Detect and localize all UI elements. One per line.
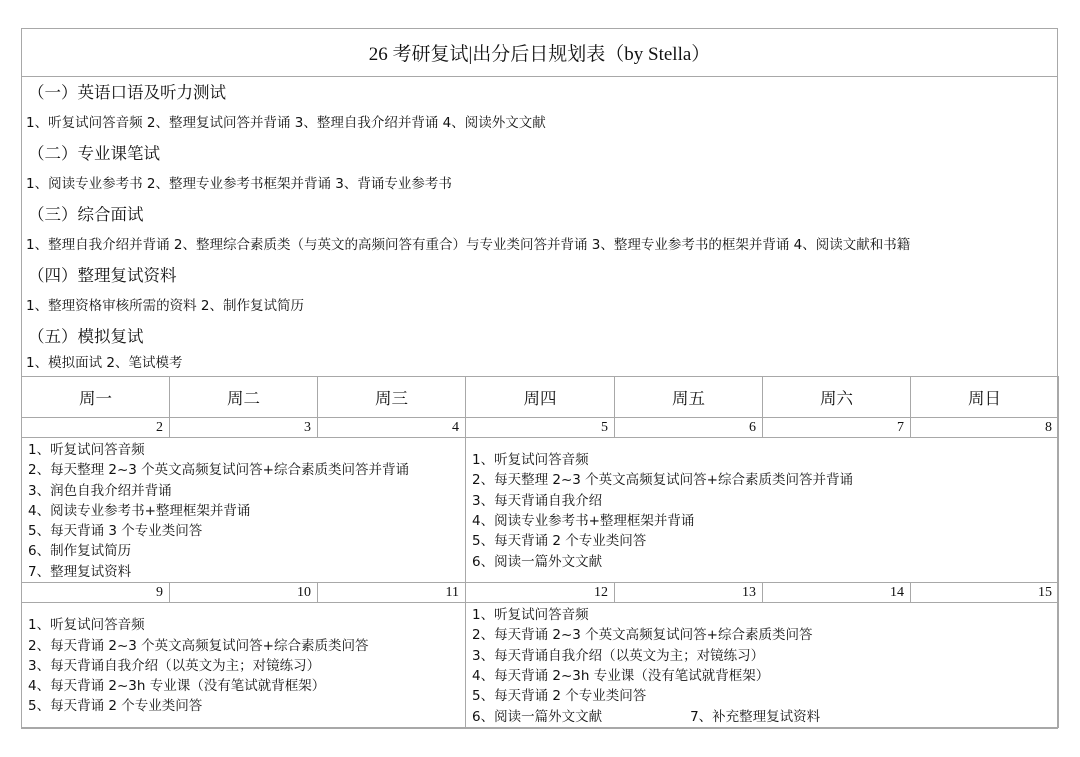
weekday-sun: 周日 <box>911 377 1059 418</box>
task-item: 2、每天整理 2~3 个英文高频复试问答+综合素质类问答并背诵 <box>472 472 853 489</box>
date-cell: 10 <box>170 583 318 603</box>
task-item: 3、每天背诵自我介绍（以英文为主；对镜练习） <box>28 657 321 674</box>
date-cell: 8 <box>911 418 1059 438</box>
date-cell: 4 <box>318 418 466 438</box>
task-block-thu-sun-week2 <box>466 603 1059 728</box>
task-item: 3、每天背诵自我介绍（以英文为主；对镜练习） <box>472 647 765 664</box>
weekday-wed: 周三 <box>318 377 466 418</box>
date-cell: 11 <box>318 583 466 603</box>
section-heading-written-exam: （二）专业课笔试 <box>28 144 160 163</box>
task-item: 2、每天整理 2~3 个英文高频复试问答+综合素质类问答并背诵 <box>28 462 409 479</box>
task-item: 4、阅读专业参考书+整理框架并背诵 <box>472 513 695 530</box>
task-item: 5、每天背诵 2 个专业类问答 <box>472 533 647 550</box>
date-cell: 12 <box>466 583 615 603</box>
task-row-week2 <box>22 603 1059 728</box>
section-heading-materials: （四）整理复试资料 <box>28 266 177 285</box>
task-item: 1、听复试问答音频 <box>28 617 145 634</box>
task-item: 5、每天背诵 2 个专业类问答 <box>28 698 203 715</box>
task-item: 3、每天背诵自我介绍 <box>472 492 603 509</box>
section-body-written-exam: 1、阅读专业参考书 2、整理专业参考书框架并背诵 3、背诵专业参考书 <box>26 176 452 192</box>
task-item: 3、润色自我介绍并背诵 <box>28 482 172 499</box>
date-cell: 14 <box>763 583 911 603</box>
date-cell: 9 <box>22 583 170 603</box>
section-body-english: 1、听复试问答音频 2、整理复试问答并背诵 3、整理自我介绍并背诵 4、阅读外文文献 <box>26 115 546 131</box>
section-body-materials: 1、整理资格审核所需的资料 2、制作复试简历 <box>26 298 304 314</box>
task-item: 7、整理复试资料 <box>28 563 132 580</box>
weekly-schedule-table <box>21 376 1059 728</box>
task-item: 1、听复试问答音频 <box>472 607 589 624</box>
date-row-week2 <box>22 583 1059 603</box>
section-body-mock: 1、模拟面试 2、笔试模考 <box>26 355 183 371</box>
date-cell: 5 <box>466 418 615 438</box>
task-item: 6、制作复试简历 <box>28 543 132 560</box>
task-item: 6、阅读一篇外文文献 <box>472 553 603 570</box>
section-heading-interview: （三）综合面试 <box>28 205 144 224</box>
task-item: 1、听复试问答音频 <box>472 452 589 469</box>
task-item: 5、每天背诵 2 个专业类问答 <box>472 688 647 705</box>
task-item: 6、阅读一篇外文文献 <box>472 708 603 725</box>
weekday-sat: 周六 <box>763 377 911 418</box>
date-cell: 15 <box>911 583 1059 603</box>
section-heading-english: （一）英语口语及听力测试 <box>28 83 226 102</box>
task-item: 5、每天背诵 3 个专业类问答 <box>28 523 203 540</box>
task-item: 4、每天背诵 2~3h 专业课（没有笔试就背框架） <box>472 667 770 684</box>
task-item: 2、每天背诵 2~3 个英文高频复试问答+综合素质类问答 <box>472 627 813 644</box>
weekday-header-row <box>22 377 1059 418</box>
task-item-pair <box>472 707 1058 727</box>
weekday-tue: 周二 <box>170 377 318 418</box>
plan-sheet <box>21 28 1058 729</box>
date-cell: 7 <box>763 418 911 438</box>
task-row-week1 <box>22 438 1059 583</box>
task-item: 2、每天背诵 2~3 个英文高频复试问答+综合素质类问答 <box>28 637 369 654</box>
task-item: 4、阅读专业参考书+整理框架并背诵 <box>28 502 251 519</box>
task-item: 7、补充整理复试资料 <box>690 708 821 725</box>
date-cell: 13 <box>615 583 763 603</box>
date-cell: 6 <box>615 418 763 438</box>
task-item: 4、每天背诵 2~3h 专业课（没有笔试就背框架） <box>28 678 326 695</box>
section-heading-mock: （五）模拟复试 <box>28 327 144 346</box>
weekday-fri: 周五 <box>615 377 763 418</box>
date-cell: 3 <box>170 418 318 438</box>
section-body-interview: 1、整理自我介绍并背诵 2、整理综合素质类（与英文的高频问答有重合）与专业类问答并背诵 3、整理专业参考书的框架并背诵 4、阅读文献和书籍 <box>26 237 911 253</box>
task-block-thu-sun-week1 <box>466 438 1059 583</box>
task-block-mon-wed-week2 <box>22 603 466 728</box>
task-block-mon-wed-week1 <box>22 438 466 583</box>
weekday-mon: 周一 <box>22 377 170 418</box>
page-title: 26 考研复试|出分后日规划表（by Stella） <box>22 29 1057 77</box>
weekday-thu: 周四 <box>466 377 615 418</box>
task-item: 1、听复试问答音频 <box>28 442 145 458</box>
task-overview <box>22 77 1057 376</box>
date-cell: 2 <box>22 418 170 438</box>
date-row-week1 <box>22 418 1059 438</box>
